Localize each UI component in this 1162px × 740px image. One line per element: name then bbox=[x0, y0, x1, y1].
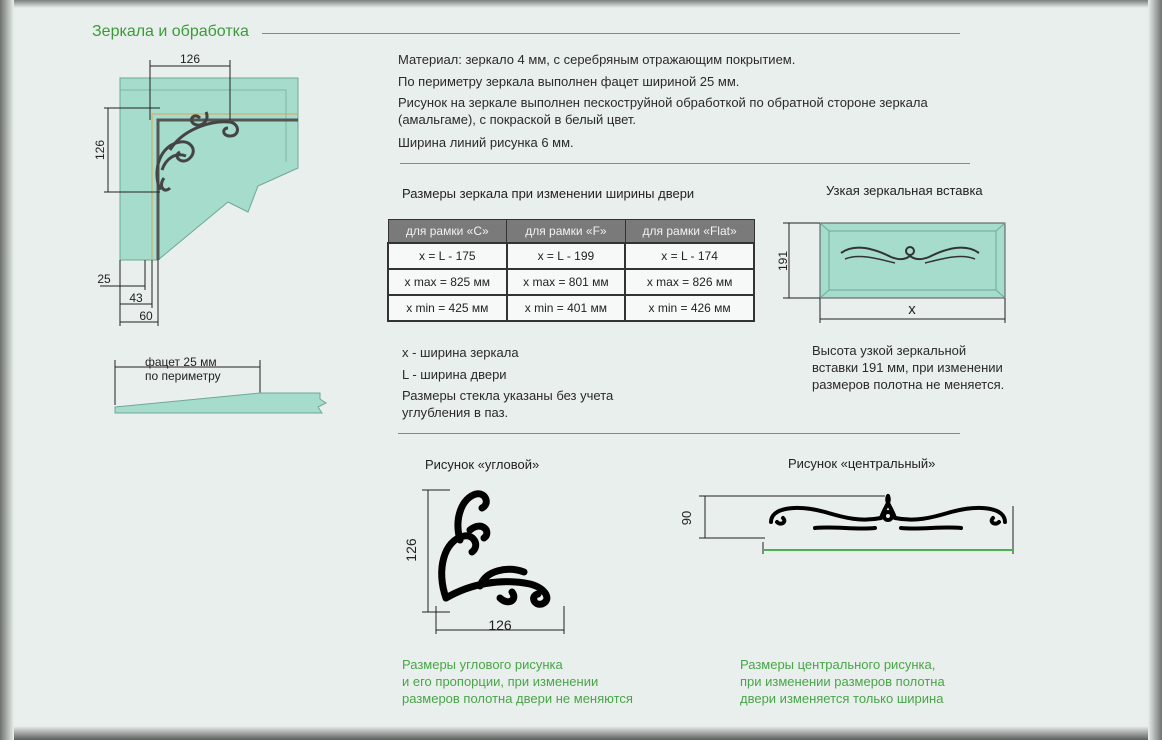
table-cell: x max = 826 мм bbox=[625, 269, 754, 295]
dim-60-label: 60 bbox=[139, 309, 153, 323]
scan-border-left bbox=[0, 0, 14, 740]
table-cell: x max = 825 мм bbox=[388, 269, 507, 295]
narrow-insert-drawing bbox=[775, 215, 1010, 325]
central-pattern-heading: Рисунок «центральный» bbox=[788, 456, 936, 471]
table-row bbox=[388, 243, 754, 269]
legend-note-2: углубления в паз. bbox=[402, 405, 509, 420]
table-row bbox=[388, 269, 754, 295]
corner-pattern-width-label: 126 bbox=[488, 617, 512, 633]
table-cell: x max = 801 мм bbox=[507, 269, 626, 295]
legend-l: L - ширина двери bbox=[402, 367, 507, 382]
central-pattern-drawing bbox=[675, 482, 1025, 562]
column-header-frame-f: для рамки «F» bbox=[507, 220, 626, 244]
column-header-frame-flat: для рамки «Flat» bbox=[625, 220, 754, 244]
facet-profile-drawing bbox=[110, 355, 335, 420]
table-cell: x = L - 199 bbox=[507, 243, 626, 269]
sizes-table-heading: Размеры зеркала при изменении ширины двери bbox=[402, 186, 695, 201]
narrow-insert-heading: Узкая зеркальная вставка bbox=[826, 183, 983, 198]
bottom-section-rule bbox=[398, 433, 960, 434]
scan-border-right bbox=[1148, 0, 1162, 740]
corner-pattern-note-3: размеров полотна двери не меняются bbox=[402, 691, 633, 706]
table-header-row bbox=[388, 220, 754, 244]
page-title: Зеркала и обработка bbox=[92, 23, 249, 40]
table-cell: x min = 401 мм bbox=[507, 295, 626, 321]
insert-note-3: размеров полотна не меняется. bbox=[812, 377, 1005, 392]
material-line-1: Материал: зеркало 4 мм, с серебряным отражающим покрытием. bbox=[398, 52, 796, 67]
table-cell: x min = 426 мм bbox=[625, 295, 754, 321]
corner-pattern-note-1: Размеры углового рисунка bbox=[402, 657, 563, 672]
dim-top-label: 126 bbox=[179, 52, 201, 66]
central-pattern-note-1: Размеры центрального рисунка, bbox=[740, 657, 936, 672]
material-line-4: (амальгаме), с покраской в белый цвет. bbox=[398, 112, 637, 127]
corner-pattern-note-2: и его пропорции, при изменении bbox=[402, 674, 599, 689]
corner-pattern-drawing bbox=[400, 480, 575, 640]
material-line-3: Рисунок на зеркале выполнен пескоструйной обработкой по обратной стороне зеркала bbox=[398, 95, 928, 110]
central-pattern-height-label: 90 bbox=[679, 510, 694, 526]
scan-border-top bbox=[0, 0, 1162, 8]
column-header-frame-c: для рамки «С» bbox=[388, 220, 507, 244]
insert-width-label: x bbox=[908, 301, 916, 318]
corner-mirror-drawing bbox=[90, 50, 320, 335]
corner-pattern-heading: Рисунок «угловой» bbox=[425, 457, 540, 472]
material-rule bbox=[400, 163, 970, 164]
facet-label-1: фацет 25 мм bbox=[145, 355, 217, 369]
central-pattern-note-3: двери изменяется только ширина bbox=[740, 691, 944, 706]
facet-label-2: по периметру bbox=[145, 369, 221, 383]
insert-note-2: вставки 191 мм, при изменении bbox=[812, 360, 1003, 375]
insert-height-label: 191 bbox=[776, 250, 790, 272]
scan-border-bottom bbox=[0, 726, 1162, 740]
title-rule bbox=[262, 33, 960, 34]
material-line-2: По периметру зеркала выполнен фацет шириной 25 мм. bbox=[398, 74, 740, 89]
sizes-table bbox=[387, 219, 755, 322]
legend-x: x - ширина зеркала bbox=[402, 345, 519, 360]
dim-43-label: 43 bbox=[129, 291, 143, 305]
table-cell: x = L - 174 bbox=[625, 243, 754, 269]
central-pattern-note-2: при изменении размеров полотна bbox=[740, 674, 945, 689]
table-cell: x min = 425 мм bbox=[388, 295, 507, 321]
material-line-5: Ширина линий рисунка 6 мм. bbox=[398, 135, 574, 150]
corner-pattern-height-label: 126 bbox=[403, 538, 419, 562]
table-row bbox=[388, 295, 754, 321]
dim-25-label: 25 bbox=[97, 272, 111, 286]
table-cell: x = L - 175 bbox=[388, 243, 507, 269]
insert-note-1: Высота узкой зеркальной bbox=[812, 343, 967, 358]
legend-note-1: Размеры стекла указаны без учета bbox=[402, 388, 614, 403]
dim-left-label: 126 bbox=[93, 139, 107, 161]
